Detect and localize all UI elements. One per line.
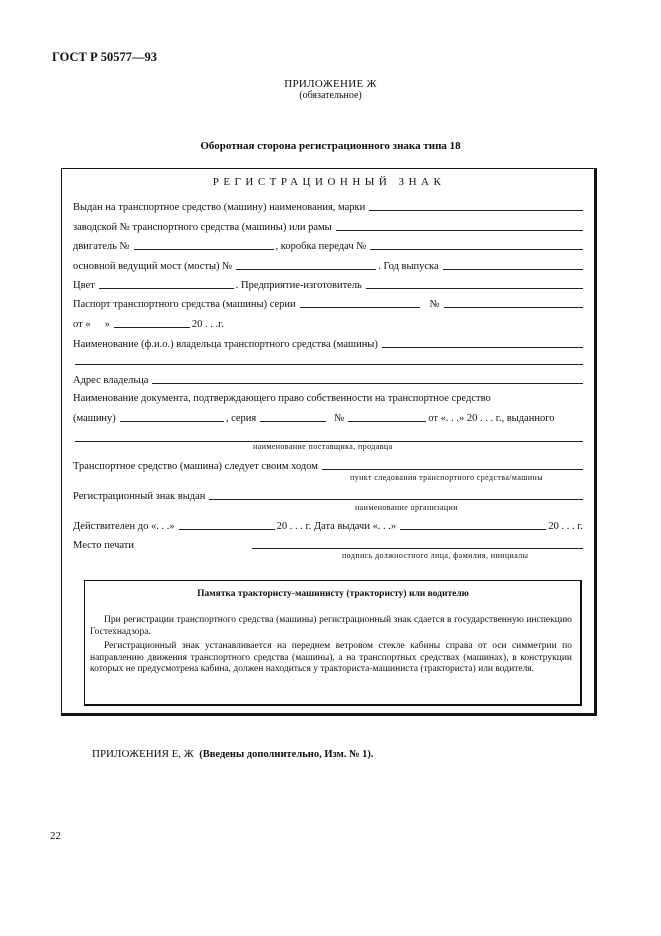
seal-spacer (138, 539, 248, 549)
form-line-seal (73, 535, 585, 551)
field-color[interactable] (99, 278, 234, 289)
field-number[interactable] (348, 411, 426, 422)
memo-paragraph-1: При регистрации транспортного средства (машины) регистрационный знак сдается в государственную инспекцию Гостехнадзора. (90, 615, 572, 637)
form-line-ownership-doc (73, 388, 585, 404)
field-owner-address[interactable] (152, 373, 583, 384)
form-line-validity (73, 516, 585, 532)
caption-organization: наименование организации (355, 503, 458, 512)
form-line-passport (73, 294, 585, 310)
label-machine: (машину) (73, 413, 116, 424)
footnote-label: ПРИЛОЖЕНИЯ Е, Ж (92, 748, 194, 760)
field-valid-until[interactable] (179, 519, 275, 530)
field-signature[interactable] (252, 538, 583, 549)
label-year: . Год выпуска (378, 261, 439, 272)
label-date-close: » (104, 319, 110, 330)
label-issued-date: от «. . .» 20 . . . г., выданного (428, 413, 555, 424)
field-passport-month[interactable] (114, 317, 190, 328)
field-series[interactable] (260, 411, 326, 422)
appendix-subtitle: (обязательное) (299, 90, 362, 101)
appendix-title: ПРИЛОЖЕНИЕ Ж (284, 78, 377, 90)
form-line-frame (73, 217, 585, 233)
form-line-passport-date (73, 314, 585, 330)
field-manufacturer[interactable] (366, 278, 583, 289)
footnote (92, 748, 374, 760)
form-line-owner-cont (73, 351, 585, 367)
label-owner-address: Адрес владельца (73, 375, 149, 386)
label-owner: Наименование (ф.и.о.) владельца транспортного средства (машины) (73, 339, 378, 350)
label-date-open: от « (73, 319, 91, 330)
field-destination[interactable] (322, 459, 583, 470)
label-date-year: 20 . . .г. (191, 319, 224, 330)
form-line-doc-details (73, 408, 585, 424)
label-number: № (334, 413, 345, 424)
field-issuing-organization[interactable] (209, 489, 583, 500)
field-gearbox[interactable] (370, 239, 583, 250)
label-own-power: Транспортное средство (машина) следует своим ходом (73, 461, 318, 472)
label-make: Выдан на транспортное средство (машину) наименования, марки (73, 202, 366, 213)
label-series: , серия (225, 413, 257, 424)
label-engine: двигатель № (73, 241, 130, 252)
form-line-owner (73, 334, 585, 350)
standard-number: ГОСТ Р 50577—93 (52, 50, 158, 64)
label-color: Цвет (73, 280, 95, 291)
field-issue-date[interactable] (400, 519, 546, 530)
label-frame-number: заводской № транспортного средства (машины) или рамы (73, 222, 332, 233)
page-heading: Оборотная сторона регистрационного знака типа 18 (200, 140, 461, 152)
page-number: 22 (50, 830, 61, 842)
form-line-engine (73, 236, 585, 252)
label-seal-place: Место печати (73, 540, 135, 551)
field-passport-series[interactable] (300, 297, 420, 308)
form-line-destination (73, 456, 585, 472)
label-issue-year: 20 . . . г. (548, 521, 583, 532)
field-axle[interactable] (236, 259, 376, 270)
caption-signature: подпись должностного лица, фамилия, инициалы (342, 551, 529, 560)
label-gearbox: , коробка передач № (275, 241, 367, 252)
label-passport-number: № (429, 299, 440, 310)
field-engine[interactable] (134, 239, 274, 250)
field-passport-number[interactable] (444, 297, 583, 308)
registration-sign-title: РЕГИСТРАЦИОННЫЙ ЗНАК (212, 176, 446, 188)
form-line-address (73, 370, 585, 386)
label-axle: основной ведущий мост (мосты) № (73, 261, 233, 272)
label-manufacturer: . Предприятие-изготовитель (235, 280, 362, 291)
caption-supplier: наименование поставщика, продавца (253, 442, 393, 451)
form-line-issued-by (73, 486, 585, 502)
field-owner-continued[interactable] (75, 354, 583, 365)
field-supplier[interactable] (75, 431, 583, 442)
field-owner[interactable] (382, 337, 583, 348)
label-issued-by: Регистрационный знак выдан (73, 491, 206, 502)
label-valid-until: Действителен до «. . .» (73, 521, 175, 532)
form-line-make (73, 197, 585, 213)
field-make[interactable] (369, 200, 583, 211)
caption-destination: пункт следования транспортного средства/машины (350, 473, 543, 482)
label-issue-date: 20 . . . г. Дата выдачи «. . .» (276, 521, 397, 532)
label-passport-series: Паспорт транспортного средства (машины) серии (73, 299, 296, 310)
footnote-text: (Введены дополнительно, Изм. № 1). (199, 749, 374, 760)
field-year[interactable] (443, 259, 583, 270)
field-frame-number[interactable] (336, 220, 583, 231)
form-line-color (73, 275, 585, 291)
form-line-axle (73, 256, 585, 272)
label-ownership-document: Наименование документа, подтверждающего право собственности на транспортное средство (73, 393, 491, 404)
memo-paragraph-2: Регистрационный знак устанавливается на переднем ветровом стекле кабины справа от оси симметрии по направлению движения транспортного средства (машины), а на транспортных средствах (машинах), в конструкции которых не предусмотрена кабина, должен находиться у тракториста-машиниста (тракториста) или водителя. (90, 641, 572, 674)
field-document[interactable] (120, 411, 224, 422)
memo-title: Памятка трактористу-машинисту (трактористу) или водителю (197, 589, 469, 599)
